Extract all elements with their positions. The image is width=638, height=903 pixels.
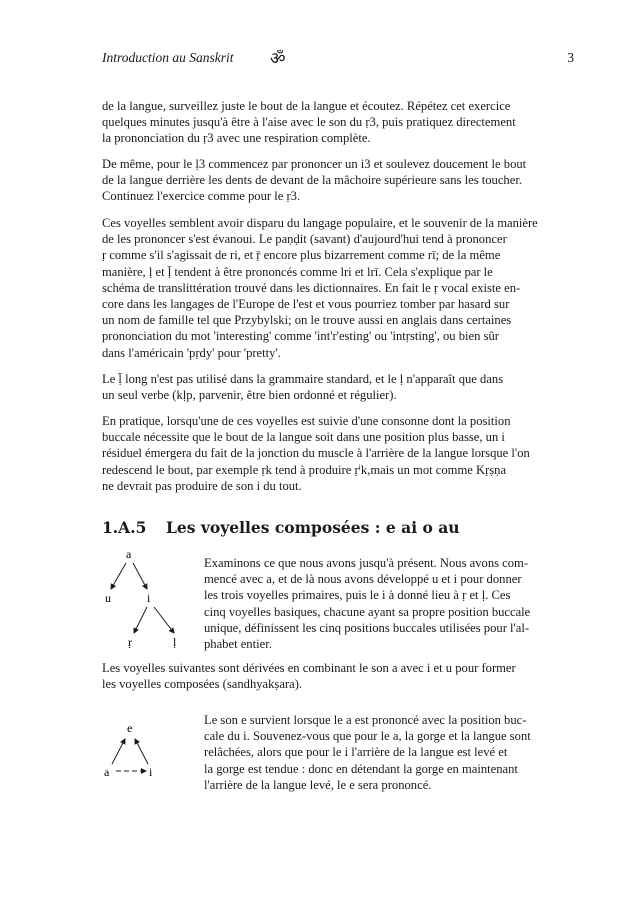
text-line: de les prononcer s'est évanoui. Le paṇḍit (savant) d'aujourd'hui tend à prononcer: [102, 232, 507, 247]
diagram-label-a: a: [126, 547, 132, 561]
text-line: cinq voyelles basiques, chacune ayant sa propre position buccale: [204, 604, 531, 619]
diagram-label-l: ḷ: [173, 635, 177, 649]
text-line: De même, pour le ḷ3 commencez par prononcer un i3 et soulevez doucement le bout: [102, 157, 527, 171]
compound-vowel-svg: [100, 712, 190, 782]
om-symbol: ॐ: [270, 49, 286, 69]
diagram-label-r: ṛ: [128, 635, 132, 649]
text-line: core dans les langages de l'Europe de l'est et vous pourriez tomber par hasard sur: [102, 297, 510, 312]
text-line: ne devrait pas produire de son i du tout.: [102, 478, 302, 493]
header-title: Introduction au Sanskrit: [102, 50, 234, 65]
text-line: manière, ḷ et ḹ tendent à être prononcés comme lri et lrī. Cela s'explique par le: [102, 264, 493, 279]
text-line: relâchées, alors que pour le i l'arrière de la langue est levé et: [204, 745, 508, 760]
text-line: un seul verbe (kḷp, parvenir, être bien ordonné et régulier).: [102, 388, 397, 403]
paragraph-1: [102, 98, 574, 147]
vowel-tree-svg: [100, 544, 200, 656]
diagram-label-a2: a: [104, 765, 110, 779]
section-title: Les voyelles composées : e ai o au: [166, 518, 460, 537]
side-text-2: [204, 712, 574, 793]
text-line: mencé avec a, et de là nous avons développé u et i pour donner: [204, 572, 522, 587]
text-line: redescend le bout, par exemple ṛk tend à produire ṛⁱk,mais un mot comme Kṛṣṇa: [102, 462, 507, 477]
text-line: Le ḹ long n'est pas utilisé dans la grammaire standard, et le ḷ n'apparaît que dans: [102, 372, 504, 386]
text-line: un nom de famille tel que Przybylski; on le trouve aussi en anglais dans certaines: [102, 313, 512, 328]
text-line: cale du i. Souvenez-vous que pour le a, la gorge et la langue sont: [204, 729, 531, 744]
side-text-1: [204, 555, 574, 652]
text-line: buccale nécessite que le bout de la langue soit dans une position plus basse, un i: [102, 430, 505, 445]
text-line: prononciation du mot 'interesting' comme 'int'r'esting' ou 'intṛsting', ou bien sûr: [102, 329, 499, 344]
arrow-i-to-e: [135, 739, 148, 764]
section-number: 1.A.5: [102, 518, 147, 537]
arrow-i-to-l: [154, 607, 174, 633]
page-number: 3: [567, 50, 574, 65]
diagram-label-i: i: [147, 591, 151, 605]
paragraph-4: [102, 371, 574, 403]
paragraph-5: [102, 413, 574, 494]
text-line: quelques minutes jusqu'à être à l'aise avec le son du ṛ3, puis pratiquez directement: [102, 115, 516, 130]
text-line: les voyelles composées (sandhyakṣara).: [102, 677, 303, 692]
text-line: Le son e survient lorsque le a est prononcé avec la position buc-: [204, 713, 527, 727]
diagram-label-i2: i: [149, 765, 153, 779]
text-line: Ces voyelles semblent avoir disparu du langage populaire, et le souvenir de la manière: [102, 216, 538, 230]
paragraph-2: [102, 156, 574, 205]
text-line: les trois voyelles primaires, puis le i à donné lieu à ṛ et ḷ. Ces: [204, 588, 511, 603]
text-line: dans l'américain 'pṛdy' pour 'pretty'.: [102, 345, 281, 360]
compound-vowel-diagram: [100, 712, 190, 782]
running-header: [102, 46, 574, 69]
vowel-derivation-diagram: [100, 544, 200, 656]
text-line: Les voyelles suivantes sont dérivées en combinant le son a avec i et u pour former: [102, 661, 516, 675]
text-line: En pratique, lorsqu'une de ces voyelles est suivie d'une consonne dont la position: [102, 414, 511, 428]
diagram-label-e: e: [127, 721, 133, 735]
text-line: la prononciation du ṛ3 avec une respiration complète.: [102, 131, 371, 146]
text-line: de la langue derrière les dents de devant de la mâchoire supérieure sans les toucher.: [102, 173, 522, 188]
text-line: l'arrière de la langue levé, le e sera prononcé.: [204, 777, 432, 792]
diagram-label-u: u: [105, 591, 111, 605]
arrow-a-to-i: [133, 563, 147, 589]
paragraph-3: [102, 215, 574, 361]
text-line: la gorge est tendue : donc en détendant la gorge en maintenant: [204, 761, 518, 776]
arrow-i-to-r: [134, 607, 147, 633]
text-line: ṛ comme s'il s'agissait de ri, et ṝ encore plus bizarrement comme rī; de la même: [102, 248, 501, 263]
text-line: résiduel émergera du fait de la jonction du muscle à l'arrière de la langue lorsque l'on: [102, 446, 530, 461]
text-line: Examinons ce que nous avons jusqu'à présent. Nous avons com-: [204, 556, 529, 570]
arrow-a-to-e: [112, 739, 125, 764]
arrow-a-to-u: [111, 563, 126, 589]
text-line: schéma de translittération trouvé dans les dictionnaires. En fait le ṛ vocal existe en-: [102, 280, 521, 295]
text-line: de la langue, surveillez juste le bout de la langue et écoutez. Répétez cet exercice: [102, 99, 511, 113]
paragraph-6: [102, 660, 574, 692]
text-line: phabet entier.: [204, 637, 272, 652]
text-line: Continuez l'exercice comme pour le ṛ3.: [102, 189, 301, 204]
text-line: unique, définissent les cinq positions buccales utilisées pour l'al-: [204, 620, 530, 635]
